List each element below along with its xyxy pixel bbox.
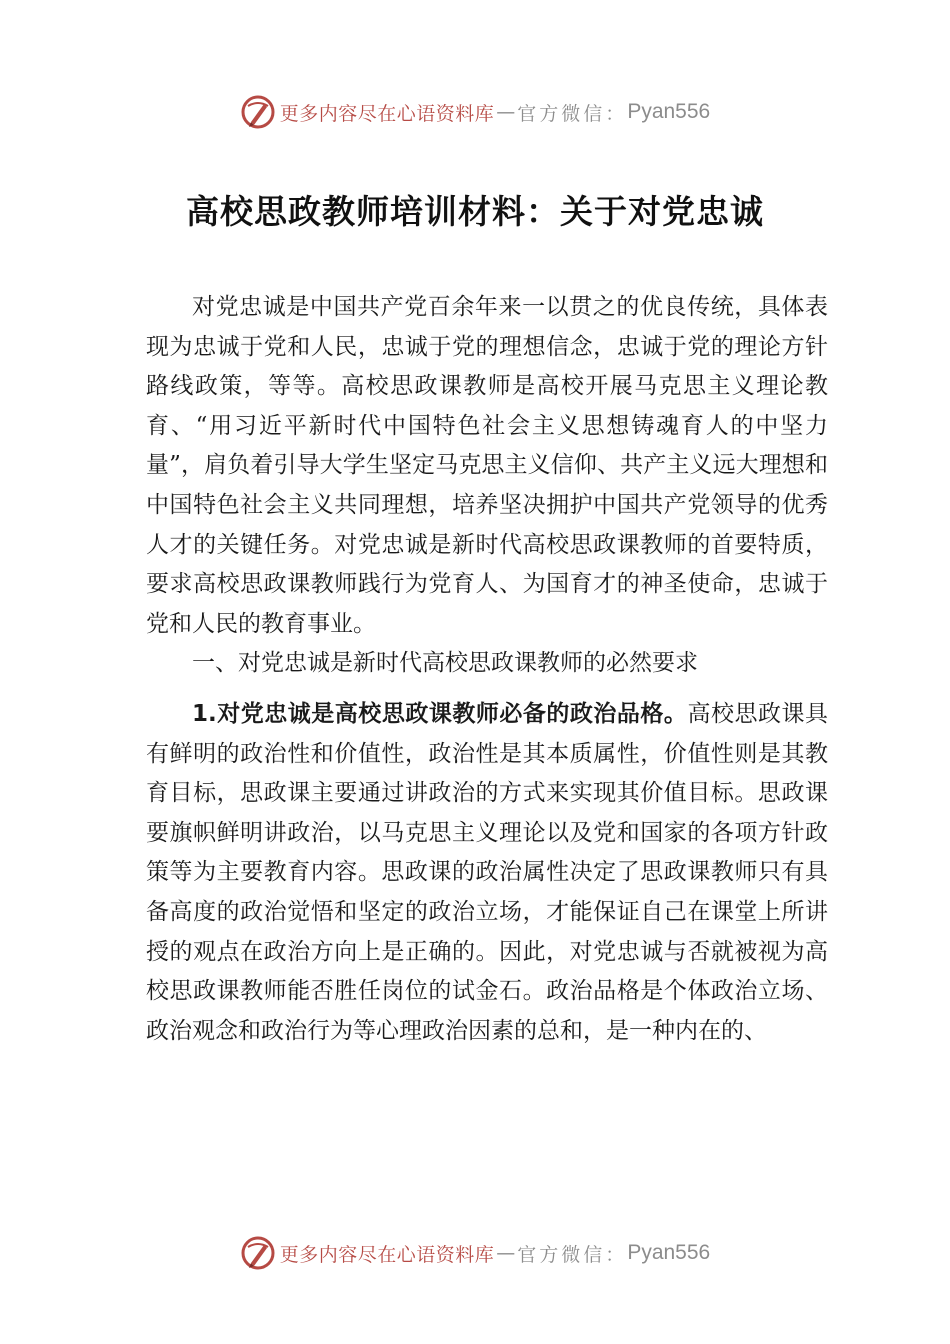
footer-wechat-id: Pyan556 — [627, 1241, 711, 1264]
header-wechat-label: 官方微信： — [517, 102, 628, 125]
footer-separator: — — [496, 1242, 516, 1264]
document-title: 高校思政教师培训材料：关于对党忠诚 — [186, 192, 764, 231]
pen-circle-logo-icon — [240, 94, 276, 130]
point-1-paragraph — [146, 695, 828, 1051]
point-1-lead: 1.对党忠诚是高校思政课教师必备的政治品格。 — [192, 700, 688, 727]
document-body — [146, 288, 828, 1051]
point-1-body: 高校思政课具有鲜明的政治性和价值性，政治性是其本质属性，价值性则是其教育目标，思政课主要通过讲政治的方式来实现其价值目标。思政课要旗帜鲜明讲政治，以马克思主义理论以及党和国家的各项方针政策等为主要教育内容。思政课的政治属性决定了思政课教师只有具备高度的政治觉悟和坚定的政治立场，才能保证自己在课堂上所讲授的观点在政治方向上是正确的。因此，对党忠诚与否就被视为高校思政课教师能否胜任岗位的试金石。政治品格是个体政治立场、政治观念和政治行为等心理政治因素的总和，是一种内在的、 — [146, 700, 829, 1044]
pen-circle-logo-icon — [240, 1235, 276, 1271]
header-brand-text: 更多内容尽在心语资料库 — [279, 102, 495, 125]
intro-paragraph: 对党忠诚是中国共产党百余年来一以贯之的优良传统，具体表现为忠诚于党和人民，忠诚于党的理想信念，忠诚于党的理论方针路线政策，等等。高校思政课教师是高校开展马克思主义理论教育、“用习近平新时代中国特色社会主义思想铸魂育人的中坚力量”，肩负着引导大学生坚定马克思主义信仰、共产主义远大理想和中国特色社会主义共同理想，培养坚决拥护中国共产党领导的优秀人才的关键任务。对党忠诚是新时代高校思政课教师的首要特质，要求高校思政课教师践行为党育人、为国育才的神圣使命，忠诚于党和人民的教育事业。 — [146, 294, 828, 637]
header-wechat-id: Pyan556 — [627, 100, 711, 123]
section-heading: 一、对党忠诚是新时代高校思政课教师的必然要求 — [192, 650, 698, 677]
footer-brand-text: 更多内容尽在心语资料库 — [279, 1243, 495, 1266]
footer-wechat-label: 官方微信： — [517, 1243, 628, 1266]
header-banner — [0, 92, 950, 132]
header-separator: — — [496, 101, 516, 123]
footer-banner — [0, 1233, 950, 1273]
